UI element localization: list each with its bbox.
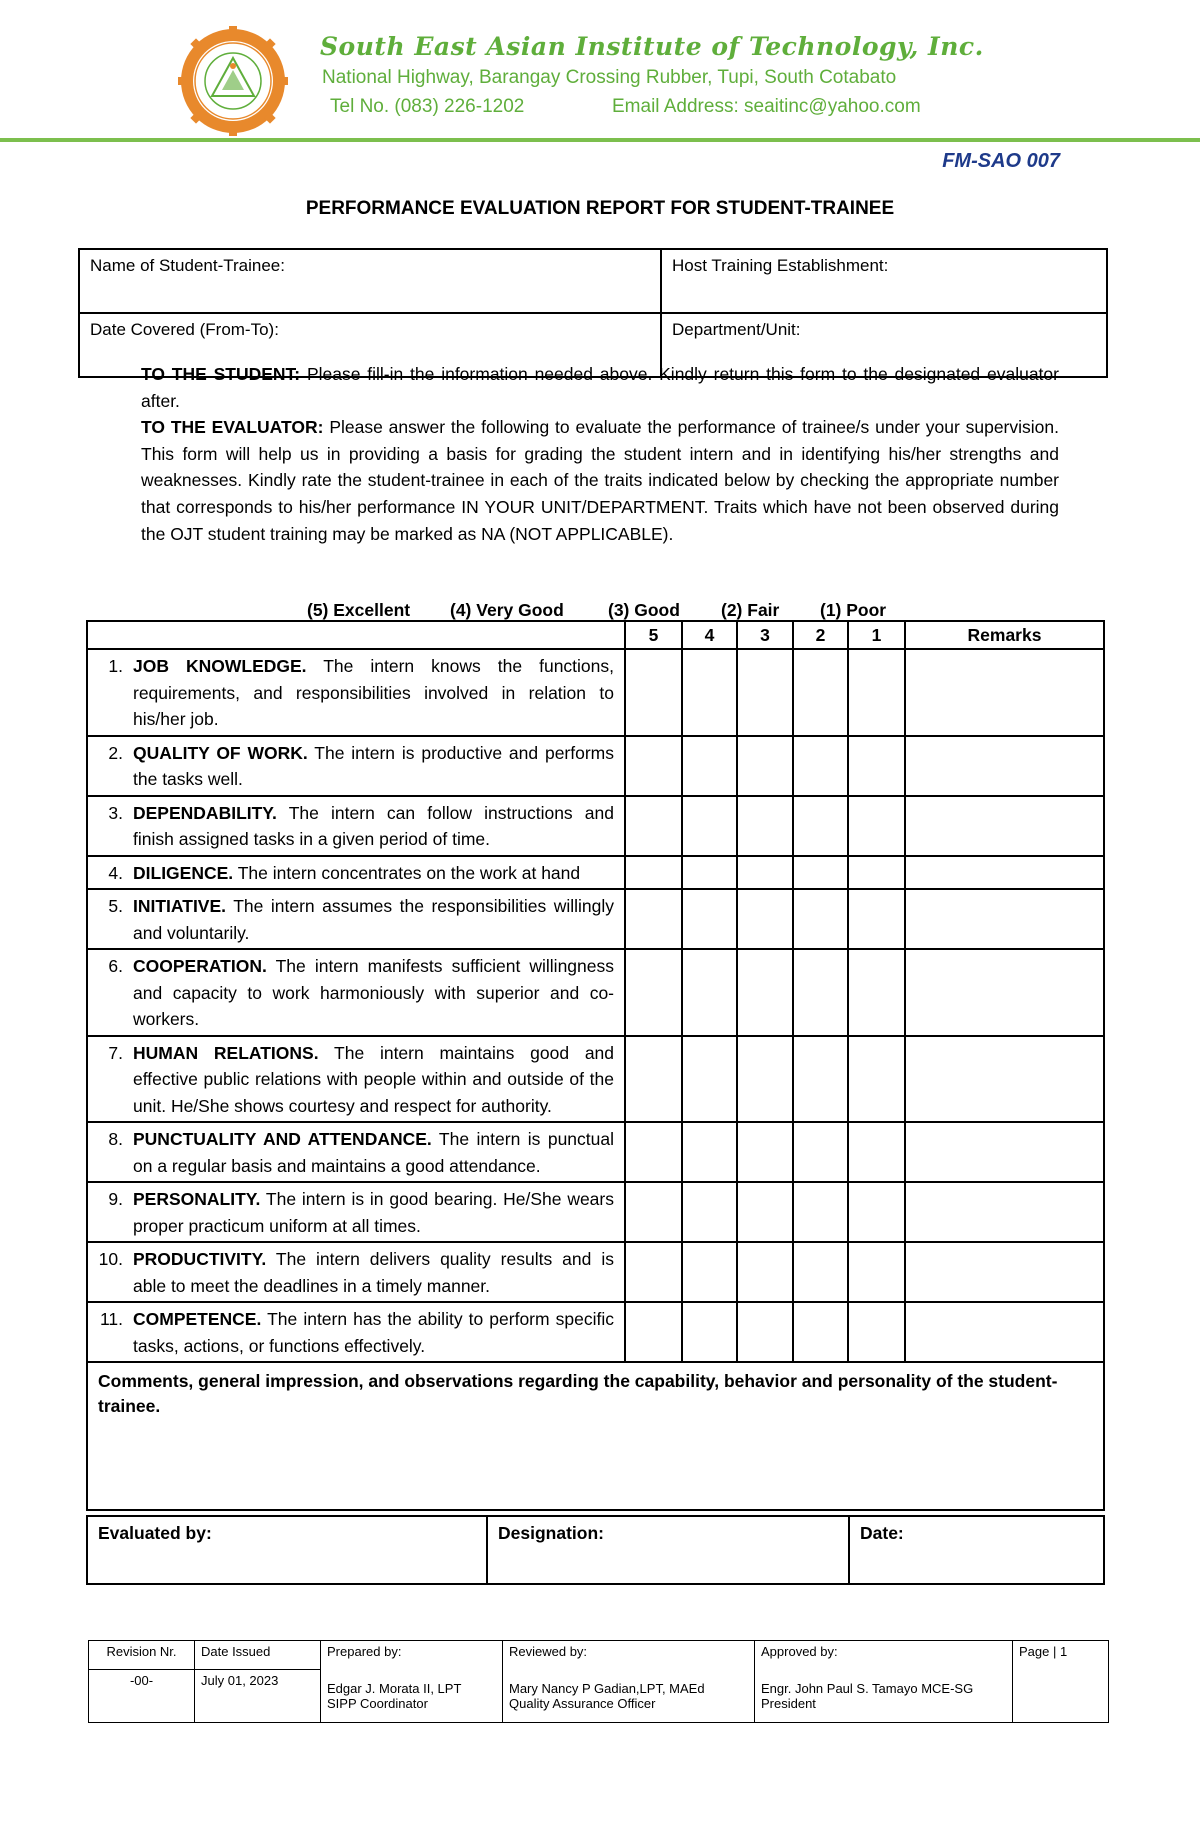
document-title: PERFORMANCE EVALUATION REPORT FOR STUDENT-TRAINEE xyxy=(305,198,895,219)
revision-label: Revision Nr. xyxy=(89,1641,195,1670)
remarks-cell[interactable] xyxy=(905,889,1104,949)
criterion-cell xyxy=(87,1122,625,1182)
criterion-description xyxy=(133,800,614,853)
criterion-number: 6. xyxy=(108,956,123,976)
comments-field[interactable] xyxy=(87,1362,1104,1510)
remarks-cell[interactable] xyxy=(905,1122,1104,1182)
signature-table xyxy=(86,1515,1105,1585)
criterion-cell xyxy=(87,856,625,890)
rating-cell-3[interactable] xyxy=(737,1302,793,1362)
rating-cell-3[interactable] xyxy=(737,1182,793,1242)
student-name-field[interactable] xyxy=(79,249,661,313)
rating-cell-1[interactable] xyxy=(848,1182,905,1242)
student-instruction-heading: TO THE STUDENT: xyxy=(141,364,301,384)
rating-cell-5[interactable] xyxy=(625,889,682,949)
host-establishment-field[interactable] xyxy=(661,249,1107,313)
criterion-cell xyxy=(87,1036,625,1123)
instructions xyxy=(141,361,1059,547)
criterion-description xyxy=(133,893,614,946)
criterion xyxy=(96,653,614,733)
approved-by-cell xyxy=(755,1641,1013,1723)
rating-cell-4[interactable] xyxy=(682,649,737,736)
rating-table-header xyxy=(87,621,1104,649)
rating-cell-5[interactable] xyxy=(625,856,682,890)
criterion-row xyxy=(87,1242,1104,1302)
rating-cell-4[interactable] xyxy=(682,1122,737,1182)
reviewed-by-cell xyxy=(503,1641,755,1723)
designation-label: Designation: xyxy=(498,1523,604,1543)
criterion xyxy=(96,1246,614,1299)
rating-cell-3[interactable] xyxy=(737,796,793,856)
criterion xyxy=(96,953,614,1033)
criterion-title: DILIGENCE. xyxy=(133,862,234,883)
approved-by-label: Approved by: xyxy=(761,1644,838,1659)
criterion-description xyxy=(133,1126,614,1179)
criterion-cell xyxy=(87,649,625,736)
remarks-cell[interactable] xyxy=(905,649,1104,736)
criterion-cell xyxy=(87,949,625,1036)
revision-value: -00- xyxy=(89,1670,195,1723)
reviewed-by-label: Reviewed by: xyxy=(509,1644,588,1659)
evaluated-by-label: Evaluated by: xyxy=(98,1523,212,1543)
criterion-number: 2. xyxy=(108,742,123,763)
rating-cell-5[interactable] xyxy=(625,949,682,1036)
criterion-number: 11. xyxy=(99,1309,123,1329)
scale-excellent: (5) Excellent xyxy=(307,600,411,620)
criterion-text: The intern is productive and performs the tasks well. xyxy=(133,742,614,789)
rating-cell-1[interactable] xyxy=(848,796,905,856)
header-divider xyxy=(0,138,1200,142)
criterion-description xyxy=(133,860,614,887)
criterion-title: INITIATIVE. xyxy=(133,896,227,916)
rating-cell-4[interactable] xyxy=(682,1182,737,1242)
criterion-row xyxy=(87,796,1104,856)
criterion-text: The intern is punctual on a regular basis and maintains a good attendance. xyxy=(133,1129,614,1176)
evaluator-instruction-text: Please answer the following to evaluate the performance of trainee/s under your supervision. This form will help us in providing a basis for grading the student intern and in identifying his/her strengths and weaknesses. Kindly rate the student-trainee in each of the traits indicated below by checking the appropriate number that corresponds to his/her performance IN YOUR UNIT/DEPARTMENT. Traits which have not been observed during the OJT student training may be marked as NA (NOT APPLICABLE). xyxy=(141,417,1059,544)
remarks-cell[interactable] xyxy=(905,796,1104,856)
evaluator-instruction-heading: TO THE EVALUATOR: xyxy=(141,417,324,438)
rating-cell-1[interactable] xyxy=(848,736,905,796)
scale-poor: (1) Poor xyxy=(820,600,887,620)
criterion-text: The intern assumes the responsibilities willingly and voluntarily. xyxy=(133,896,615,943)
score-2-header: 2 xyxy=(793,621,848,649)
rating-cell-3[interactable] xyxy=(737,889,793,949)
criterion-row xyxy=(87,649,1104,736)
rating-cell-2[interactable] xyxy=(793,1302,848,1362)
criterion-number: 1. xyxy=(108,656,123,676)
criterion-title: COMPETENCE. xyxy=(133,1309,262,1329)
criterion-row xyxy=(87,1302,1104,1362)
prepared-by-label: Prepared by: xyxy=(327,1644,402,1659)
evaluated-by-field[interactable] xyxy=(87,1516,487,1584)
date-field[interactable] xyxy=(849,1516,1104,1584)
remarks-cell[interactable] xyxy=(905,1302,1104,1362)
criterion-title: QUALITY OF WORK. xyxy=(133,742,308,763)
designation-field[interactable] xyxy=(487,1516,849,1584)
rating-cell-2[interactable] xyxy=(793,1242,848,1302)
criterion-cell xyxy=(87,1242,625,1302)
rating-cell-2[interactable] xyxy=(793,796,848,856)
criterion xyxy=(96,800,614,853)
rating-cell-5[interactable] xyxy=(625,1242,682,1302)
rating-cell-1[interactable] xyxy=(848,1242,905,1302)
approved-by-name: Engr. John Paul S. Tamayo MCE-SG xyxy=(761,1681,974,1696)
criterion-description xyxy=(133,1040,614,1120)
criterion-row xyxy=(87,889,1104,949)
remarks-header: Remarks xyxy=(905,621,1104,649)
score-1-header: 1 xyxy=(848,621,905,649)
criterion-text: The intern has the ability to perform specific tasks, actions, or functions effectively. xyxy=(133,1309,614,1356)
institution-address: National Highway, Barangay Crossing Rubber, Tupi, South Cotabato xyxy=(322,67,897,88)
criterion-description xyxy=(133,1186,614,1239)
criterion-text: The intern knows the functions, requirements, and responsibilities involved in relation to his/her job. xyxy=(133,656,615,729)
criterion xyxy=(96,1306,614,1359)
criterion-description xyxy=(133,740,614,793)
criterion-number: 7. xyxy=(108,1042,123,1063)
rating-cell-5[interactable] xyxy=(625,1122,682,1182)
department-label: Department/Unit: xyxy=(672,320,801,339)
rating-cell-5[interactable] xyxy=(625,1302,682,1362)
criterion-cell xyxy=(87,889,625,949)
reviewed-by-role: Quality Assurance Officer xyxy=(509,1696,656,1711)
rating-cell-1[interactable] xyxy=(848,1122,905,1182)
date-issued-label: Date Issued xyxy=(195,1641,321,1670)
criterion-text: The intern delivers quality results and is able to meet the deadlines in a timely manner. xyxy=(133,1249,614,1296)
criterion-row xyxy=(87,949,1104,1036)
rating-cell-4[interactable] xyxy=(682,1036,737,1123)
rating-cell-3[interactable] xyxy=(737,856,793,890)
student-name-label: Name of Student-Trainee: xyxy=(90,256,285,275)
criteria-header xyxy=(87,621,625,649)
rating-cell-4[interactable] xyxy=(682,1242,737,1302)
scale-fair: (2) Fair xyxy=(721,600,780,620)
rating-cell-3[interactable] xyxy=(737,1036,793,1123)
rating-cell-1[interactable] xyxy=(848,1036,905,1123)
student-instruction xyxy=(141,361,1059,414)
criterion-text: The intern maintains good and effective public relations with people within and outside of the unit. He/She shows courtesy and respect for authority. xyxy=(133,1042,615,1116)
criterion-text: The intern manifests sufficient willingness and capacity to work harmoniously with superior and co-workers. xyxy=(133,956,615,1029)
rating-cell-2[interactable] xyxy=(793,856,848,890)
student-instruction-text: Please fill-in the information needed above. Kindly return this form to the designated evaluator after. xyxy=(141,364,1059,411)
criterion-row xyxy=(87,736,1104,796)
institution-email: Email Address: seaitinc@yahoo.com xyxy=(612,96,921,117)
evaluator-instruction xyxy=(141,414,1059,547)
criterion-cell xyxy=(87,1182,625,1242)
scale-very-good: (4) Very Good xyxy=(450,600,564,620)
criterion-number: 9. xyxy=(108,1189,123,1209)
rating-cell-1[interactable] xyxy=(848,889,905,949)
criterion-number: 4. xyxy=(108,862,123,883)
rating-cell-5[interactable] xyxy=(625,796,682,856)
rating-cell-4[interactable] xyxy=(682,856,737,890)
rating-cell-4[interactable] xyxy=(682,796,737,856)
remarks-cell[interactable] xyxy=(905,1182,1104,1242)
rating-table xyxy=(86,620,1105,1511)
rating-cell-4[interactable] xyxy=(682,736,737,796)
criterion-row xyxy=(87,1122,1104,1182)
rating-cell-5[interactable] xyxy=(625,649,682,736)
criterion-title: HUMAN RELATIONS. xyxy=(133,1042,319,1063)
prepared-by-cell xyxy=(321,1641,503,1723)
criterion-cell xyxy=(87,736,625,796)
score-4-header: 4 xyxy=(682,621,737,649)
remarks-cell[interactable] xyxy=(905,736,1104,796)
rating-cell-4[interactable] xyxy=(682,949,737,1036)
criterion xyxy=(96,893,614,946)
criterion-text: The intern is in good bearing. He/She wears proper practicum uniform at all times. xyxy=(133,1189,614,1236)
page-number: Page | 1 xyxy=(1013,1641,1109,1723)
approved-by-role: President xyxy=(761,1696,816,1711)
trainee-info-table xyxy=(78,248,1108,378)
criterion-description xyxy=(133,1306,614,1359)
criterion-text: The intern can follow instructions and finish assigned tasks in a given period of time. xyxy=(133,802,615,849)
document-control-footer xyxy=(88,1640,1109,1723)
remarks-cell[interactable] xyxy=(905,856,1104,890)
criterion xyxy=(96,860,614,887)
rating-cell-1[interactable] xyxy=(848,1302,905,1362)
criterion-number: 8. xyxy=(108,1129,123,1149)
criterion-title: JOB KNOWLEDGE. xyxy=(133,656,307,676)
rating-cell-2[interactable] xyxy=(793,1182,848,1242)
date-label: Date: xyxy=(860,1523,904,1543)
criterion-row xyxy=(87,1182,1104,1242)
score-3-header: 3 xyxy=(737,621,793,649)
criterion-title: COOPERATION. xyxy=(133,956,267,976)
comments-label: Comments, general impression, and observations regarding the capability, behavior and personality of the student-trainee. xyxy=(98,1371,1058,1416)
remarks-cell[interactable] xyxy=(905,949,1104,1036)
prepared-by-name: Edgar J. Morata II, LPT xyxy=(327,1681,462,1696)
criterion-number: 5. xyxy=(108,896,123,916)
criterion-title: PERSONALITY. xyxy=(133,1189,261,1209)
date-covered-label: Date Covered (From-To): xyxy=(90,320,279,339)
criterion-description xyxy=(133,1246,614,1299)
remarks-cell[interactable] xyxy=(905,1036,1104,1123)
criterion-cell xyxy=(87,1302,625,1362)
criterion-description xyxy=(133,953,614,1033)
rating-cell-3[interactable] xyxy=(737,1122,793,1182)
criterion-number: 10. xyxy=(98,1249,123,1269)
criterion-row xyxy=(87,1036,1104,1123)
criterion xyxy=(96,1186,614,1239)
score-5-header: 5 xyxy=(625,621,682,649)
rating-cell-1[interactable] xyxy=(848,856,905,890)
criterion-title: PRODUCTIVITY. xyxy=(133,1249,267,1269)
rating-cell-4[interactable] xyxy=(682,1302,737,1362)
criterion-text: The intern concentrates on the work at hand xyxy=(237,862,581,883)
date-issued-value: July 01, 2023 xyxy=(195,1670,321,1723)
institution-tel: Tel No. (083) 226-1202 xyxy=(330,96,525,117)
rating-cell-2[interactable] xyxy=(793,736,848,796)
rating-cell-3[interactable] xyxy=(737,736,793,796)
reviewed-by-name: Mary Nancy P Gadian,LPT, MAEd xyxy=(509,1681,705,1696)
remarks-cell[interactable] xyxy=(905,1242,1104,1302)
criterion-number: 3. xyxy=(108,802,123,823)
criterion-title: PUNCTUALITY AND ATTENDANCE. xyxy=(133,1129,432,1149)
rating-cell-3[interactable] xyxy=(737,1242,793,1302)
criterion xyxy=(96,1126,614,1179)
institution-logo xyxy=(178,26,288,136)
criterion-cell xyxy=(87,796,625,856)
form-code: FM-SAO 007 xyxy=(942,150,1060,172)
criterion-title: DEPENDABILITY. xyxy=(133,802,277,823)
rating-cell-3[interactable] xyxy=(737,649,793,736)
institution-name: South East Asian Institute of Technology, Inc. xyxy=(320,32,984,61)
criterion-description xyxy=(133,653,614,733)
criterion xyxy=(96,740,614,793)
rating-cell-5[interactable] xyxy=(625,736,682,796)
rating-cell-1[interactable] xyxy=(848,649,905,736)
host-establishment-label: Host Training Establishment: xyxy=(672,256,889,275)
criterion xyxy=(96,1040,614,1120)
rating-cell-3[interactable] xyxy=(737,949,793,1036)
rating-cell-5[interactable] xyxy=(625,1182,682,1242)
rating-cell-4[interactable] xyxy=(682,889,737,949)
criterion-row xyxy=(87,856,1104,890)
rating-cell-1[interactable] xyxy=(848,949,905,1036)
rating-cell-2[interactable] xyxy=(793,649,848,736)
rating-cell-5[interactable] xyxy=(625,1036,682,1123)
scale-good: (3) Good xyxy=(608,600,680,620)
prepared-by-role: SIPP Coordinator xyxy=(327,1696,428,1711)
rating-cell-2[interactable] xyxy=(793,889,848,949)
rating-cell-2[interactable] xyxy=(793,1036,848,1123)
rating-cell-2[interactable] xyxy=(793,1122,848,1182)
rating-cell-2[interactable] xyxy=(793,949,848,1036)
